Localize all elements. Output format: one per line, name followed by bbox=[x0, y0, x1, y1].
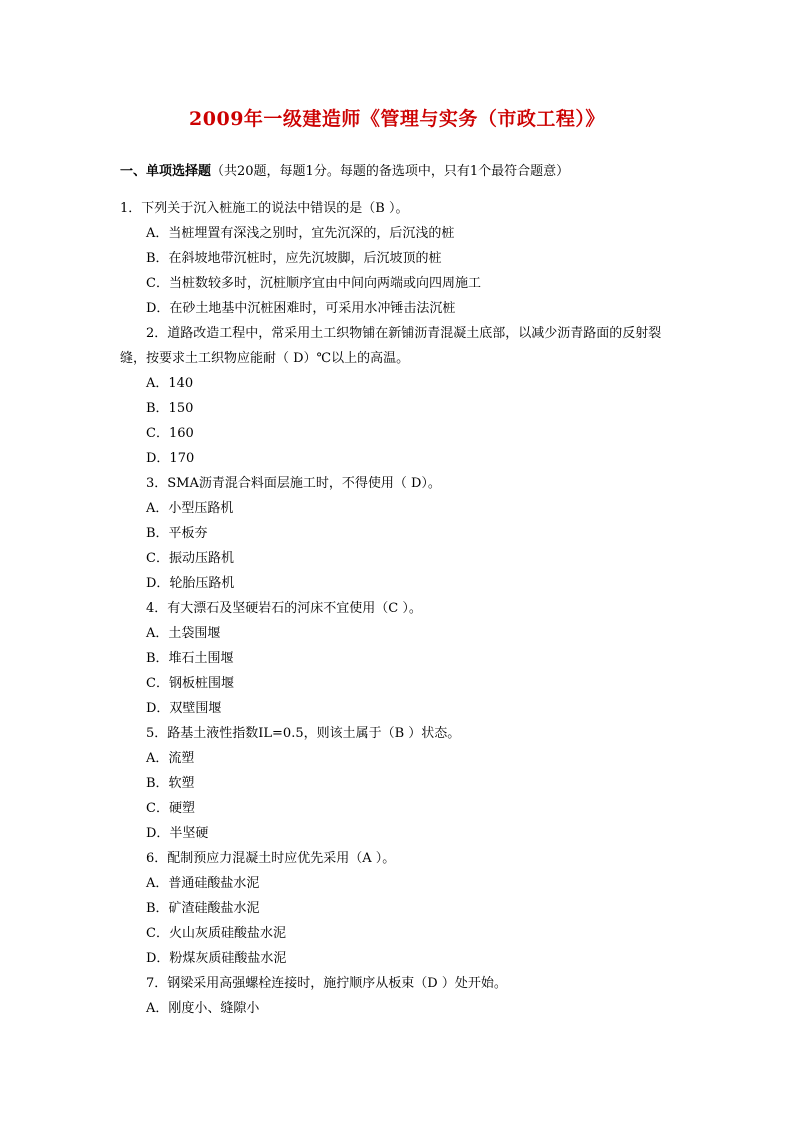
section-heading-label: 一、单项选择题 bbox=[120, 164, 212, 179]
question-line: B．矿渣硅酸盐水泥 bbox=[146, 901, 260, 916]
question-line: A．土袋围堰 bbox=[146, 626, 221, 641]
question-line: A．普通硅酸盐水泥 bbox=[146, 876, 260, 891]
question-line: D．170 bbox=[146, 451, 195, 466]
question-line: C．160 bbox=[146, 426, 194, 441]
question-line: 1．下列关于沉入桩施工的说法中错误的是（B ）。 bbox=[120, 201, 409, 216]
question-line: C．振动压路机 bbox=[146, 551, 234, 566]
question-line: 3．SMA沥青混合料面层施工时，不得使用（ D）。 bbox=[146, 476, 441, 491]
question-line: D．轮胎压路机 bbox=[146, 576, 235, 591]
question-line: C．钢板桩围堰 bbox=[146, 676, 234, 691]
document-title: 2009年一级建造师《管理与实务（市政工程）》 bbox=[189, 108, 605, 130]
question-line: 4．有大漂石及坚硬岩石的河床不宜使用（C ）。 bbox=[146, 601, 422, 616]
question-line: A．小型压路机 bbox=[146, 501, 234, 516]
question-line: D．双壁围堰 bbox=[146, 701, 222, 716]
question-line: C．火山灰质硅酸盐水泥 bbox=[146, 926, 286, 941]
question-line: B．软塑 bbox=[146, 776, 195, 791]
question-lines-top bbox=[0, 196, 794, 321]
question-line: A．当桩埋置有深浅之别时，宜先沉深的，后沉浅的桩 bbox=[146, 226, 455, 241]
question-lines-bottom bbox=[0, 371, 794, 1021]
section-heading-note: （共20题，每题1分。每题的备选项中，只有1个最符合题意） bbox=[211, 164, 570, 179]
section-heading bbox=[120, 162, 569, 182]
question-line: B．平板夯 bbox=[146, 526, 208, 541]
question-line: 6．配制预应力混凝土时应优先采用（A ）。 bbox=[146, 851, 396, 866]
question-line: C．当桩数较多时，沉桩顺序宜由中间向两端或向四周施工 bbox=[146, 276, 481, 291]
question-line: 7．钢梁采用高强螺栓连接时，施拧顺序从板束（D ）处开始。 bbox=[146, 976, 507, 991]
question-line: D．粉煤灰质硅酸盐水泥 bbox=[146, 951, 287, 966]
question-line: D．在砂土地基中沉桩困难时，可采用水冲锤击法沉桩 bbox=[146, 301, 456, 316]
question-line: A．140 bbox=[146, 376, 194, 391]
question-line: B．150 bbox=[146, 401, 194, 416]
question-line: A．刚度小、缝隙小 bbox=[146, 1001, 260, 1016]
question-line: B．在斜坡地带沉桩时，应先沉坡脚，后沉坡顶的桩 bbox=[146, 251, 442, 266]
question-line: C．硬塑 bbox=[146, 801, 195, 816]
question-line: B．堆石土围堰 bbox=[146, 651, 234, 666]
question-line: A．流塑 bbox=[146, 751, 195, 766]
question-line: 5．路基土液性指数IL=0.5，则该土属于（B ）状态。 bbox=[146, 726, 461, 741]
question-2-text: 2．道路改造工程中，常采用土工织物铺在新铺沥青混凝土底部，以减少沥青路面的反射裂缝，按要求土工织物应能耐（ D）℃以上的高温。 bbox=[120, 326, 662, 366]
question-line: D．半坚硬 bbox=[146, 826, 209, 841]
